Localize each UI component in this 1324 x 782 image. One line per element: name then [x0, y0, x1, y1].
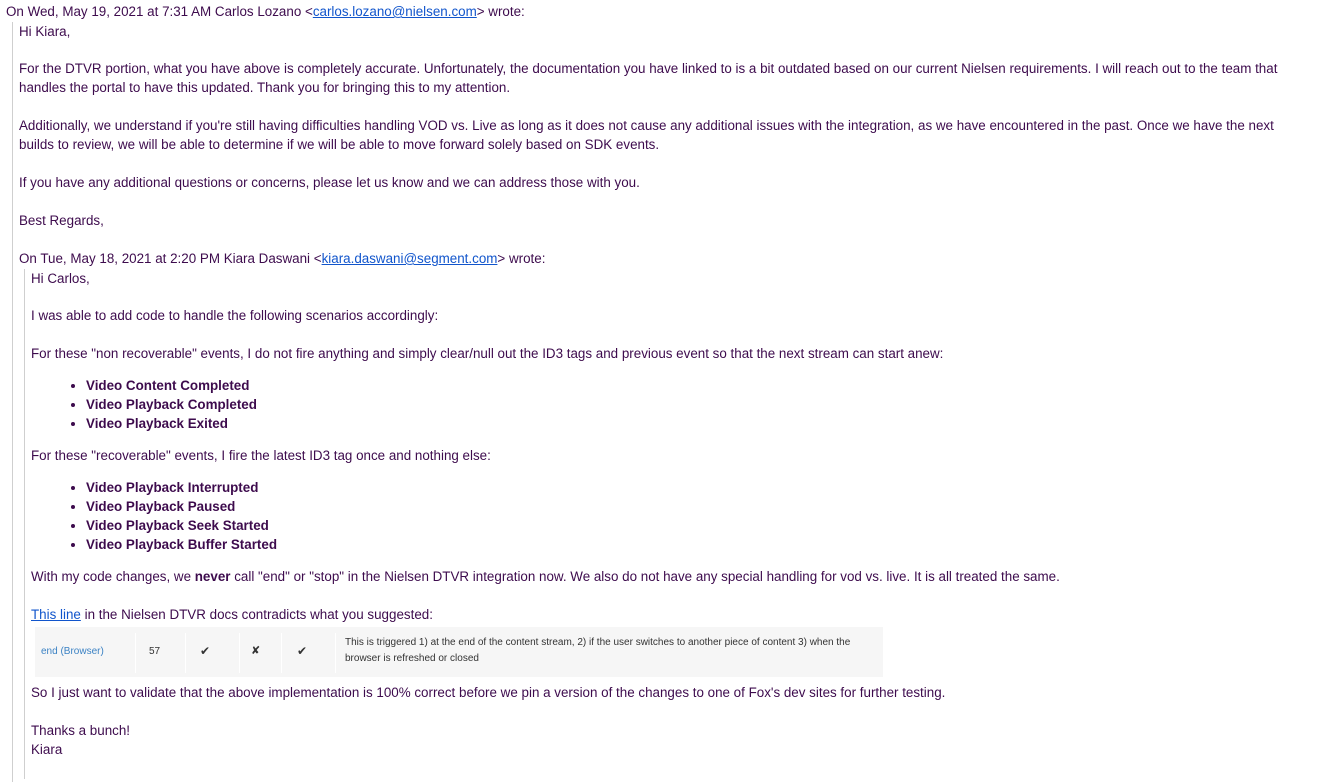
emphasis-never: never	[194, 569, 231, 584]
docs-table-screenshot	[35, 627, 883, 677]
code-changes-text	[31, 567, 1060, 586]
cross-icon: ✘	[251, 645, 261, 657]
quote-header-suffix: > wrote:	[497, 251, 546, 266]
quote-header-prefix: On Wed, May 19, 2021 at 7:31 AM Carlos Lozano <	[6, 4, 313, 19]
list-item: • Video Playback Buffer Started	[86, 535, 277, 554]
code-changes-post: call "end" or "stop" in the Nielsen DTVR integration now. We also do not have any special handling for vod vs. live. It is all treated the same.	[230, 569, 1060, 584]
doc-link-post: in the Nielsen DTVR docs contradicts what you suggested:	[80, 607, 433, 622]
quote-header-prefix: On Tue, May 18, 2021 at 2:20 PM Kiara Daswani <	[19, 251, 322, 266]
code-changes-pre: With my code changes, we	[31, 569, 195, 584]
greeting: Hi Kiara,	[19, 24, 71, 39]
nonrecoverable-text: For these "non recoverable" events, I do not fire anything and simply clear/null out the ID3 tags and previous event so that the next stream can start anew:	[31, 346, 944, 361]
doc-link-text	[31, 605, 433, 624]
paragraph-vod-live: Additionally, we understand if you're still having difficulties handling VOD vs. Live as long as it does not cause any additional issues with the integration, as we have encountered in the past. Once we have the next builds to review, we will be able to determine if we will be able to move forward solely based on SDK events.	[19, 118, 1274, 152]
sender-email-link[interactable]: carlos.lozano@nielsen.com	[312, 4, 477, 19]
recoverable-events-list	[31, 478, 277, 554]
list-item: • Video Playback Seek Started	[86, 516, 277, 535]
list-item: • Video Playback Exited	[86, 414, 257, 433]
quote-header-suffix: > wrote:	[476, 4, 525, 19]
validate-text: So I just want to validate that the above implementation is 100% correct before we pin a version of the changes to one of Fox's dev sites for further testing.	[31, 685, 946, 700]
checkmark-icon: ✔	[297, 644, 308, 658]
quoted-message-kiara	[24, 269, 1323, 779]
table-description-line2: browser is refreshed or closed	[345, 653, 479, 664]
list-item: • Video Content Completed	[86, 376, 257, 395]
table-description-line1: This is triggered 1) at the end of the content stream, 2) if the user switches to another piece of content 3) when the	[345, 637, 851, 648]
thanks-text: Thanks a bunch!	[31, 723, 131, 738]
recoverable-text: For these "recoverable" events, I fire the latest ID3 tag once and nothing else:	[31, 448, 491, 463]
quote-header-kiara	[19, 249, 545, 268]
intro-text: I was able to add code to handle the following scenarios accordingly:	[31, 308, 439, 323]
nonrecoverable-events-list	[31, 376, 257, 433]
table-event-name: end (Browser)	[41, 646, 104, 657]
list-item: • Video Playback Paused	[86, 497, 277, 516]
sender-email-link[interactable]: kiara.daswani@segment.com	[321, 251, 498, 266]
closing: Best Regards,	[19, 213, 104, 228]
list-item: • Video Playback Interrupted	[86, 478, 277, 497]
this-line-link[interactable]: This line	[31, 607, 81, 622]
quote-header-carlos	[6, 2, 525, 21]
paragraph-dtvr-accuracy: For the DTVR portion, what you have above is completely accurate. Unfortunately, the documentation you have linked to is a bit outdated based on our current Nielsen requirements. I will reach out to the team that handles the portal to have this updated. Thank you for bringing this to my attention.	[19, 61, 1278, 95]
greeting: Hi Carlos,	[31, 271, 90, 286]
list-item: • Video Playback Completed	[86, 395, 257, 414]
signature: Kiara	[31, 742, 63, 757]
checkmark-icon: ✔	[200, 644, 211, 658]
table-event-number: 57	[149, 646, 161, 657]
paragraph-questions: If you have any additional questions or concerns, please let us know and we can address those with you.	[19, 175, 640, 190]
